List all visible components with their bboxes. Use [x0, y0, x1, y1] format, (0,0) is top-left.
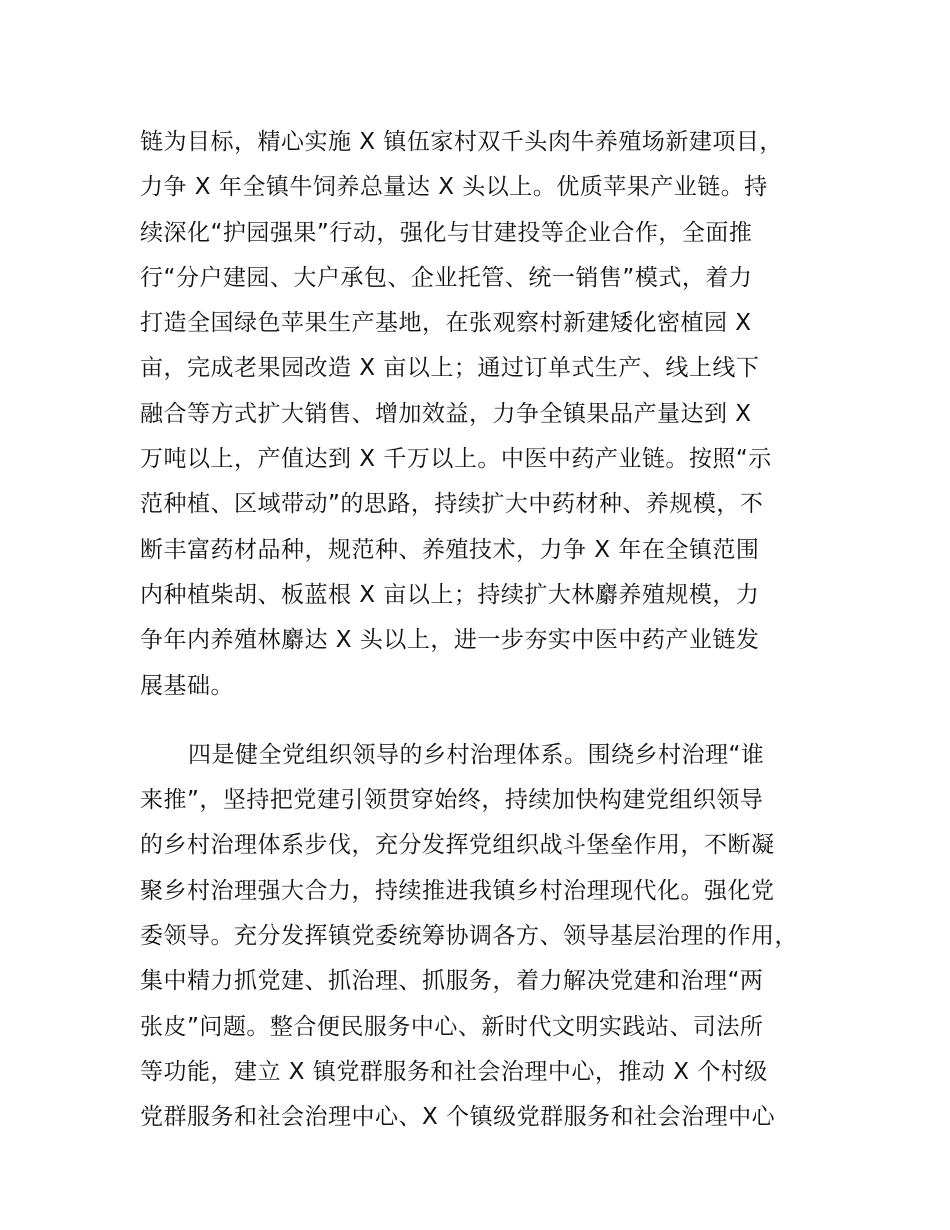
paragraph-1 — [140, 120, 840, 709]
text-line: 万吨以上，产值达到 X 千万以上。中医中药产业链。按照“示 — [140, 446, 772, 473]
paragraph-2 — [140, 733, 840, 1141]
text-line: 党群服务和社会治理中心、X 个镇级党群服务和社会治理中心 — [140, 1104, 776, 1131]
text-line: 行“分户建园、大户承包、企业托管、统一销售”模式，着力 — [140, 264, 753, 291]
text-line: 链为目标，精心实施 X 镇伍家村双千头肉牛养殖场新建项目， — [140, 129, 783, 155]
text-line: 张皮”问题。整合便民服务中心、新时代文明实践站、司法所 — [140, 1013, 764, 1040]
text-line: 四是健全党组织领导的乡村治理体系。围绕乡村治理“谁 — [188, 741, 765, 768]
text-line: 来推”，坚持把党建引领贯穿始终，持续加快构建党组织领导 — [140, 787, 764, 814]
text-line: 融合等方式扩大销售、增加效益，力争全镇果品产量达到 X — [140, 400, 752, 427]
text-line: 内种植柴胡、板蓝根 X 亩以上；持续扩大林麝养殖规模，力 — [140, 581, 760, 608]
text-line: 展基础。 — [140, 672, 234, 699]
text-line: 的乡村治理体系步伐，充分发挥党组织战斗堡垒作用，不断凝 — [140, 832, 775, 859]
text-line: 聚乡村治理强大合力，持续推进我镇乡村治理现代化。强化党 — [140, 877, 775, 904]
text-line: 打造全国绿色苹果生产基地，在张观察村新建矮化密植园 X — [140, 310, 752, 337]
text-line: 力争 X 年全镇牛饲养总量达 X 头以上。优质苹果产业链。持 — [140, 174, 768, 201]
text-line: 亩，完成老果园改造 X 亩以上；通过订单式生产、线上线下 — [140, 355, 760, 382]
text-line: 续深化“护园强果”行动，强化与甘建投等企业合作，全面推 — [140, 219, 753, 246]
text-line: 委领导。充分发挥镇党委统筹协调各方、领导基层治理的作用， — [140, 923, 798, 950]
text-line: 集中精力抓党建、抓治理、抓服务，着力解决党建和治理“两 — [140, 968, 764, 995]
text-line: 范种植、区域带动”的思路，持续扩大中药材种、养规模，不 — [140, 491, 764, 518]
text-line: 等功能，建立 X 镇党群服务和社会治理中心，推动 X 个村级 — [140, 1058, 768, 1085]
document-body — [140, 120, 840, 1141]
text-line: 断丰富药材品种，规范种、养殖技术，力争 X 年在全镇范围 — [140, 536, 760, 563]
text-line: 争年内养殖林麝达 X 头以上，进一步夯实中医中药产业链发 — [140, 627, 760, 654]
paragraph-gap — [140, 709, 840, 733]
